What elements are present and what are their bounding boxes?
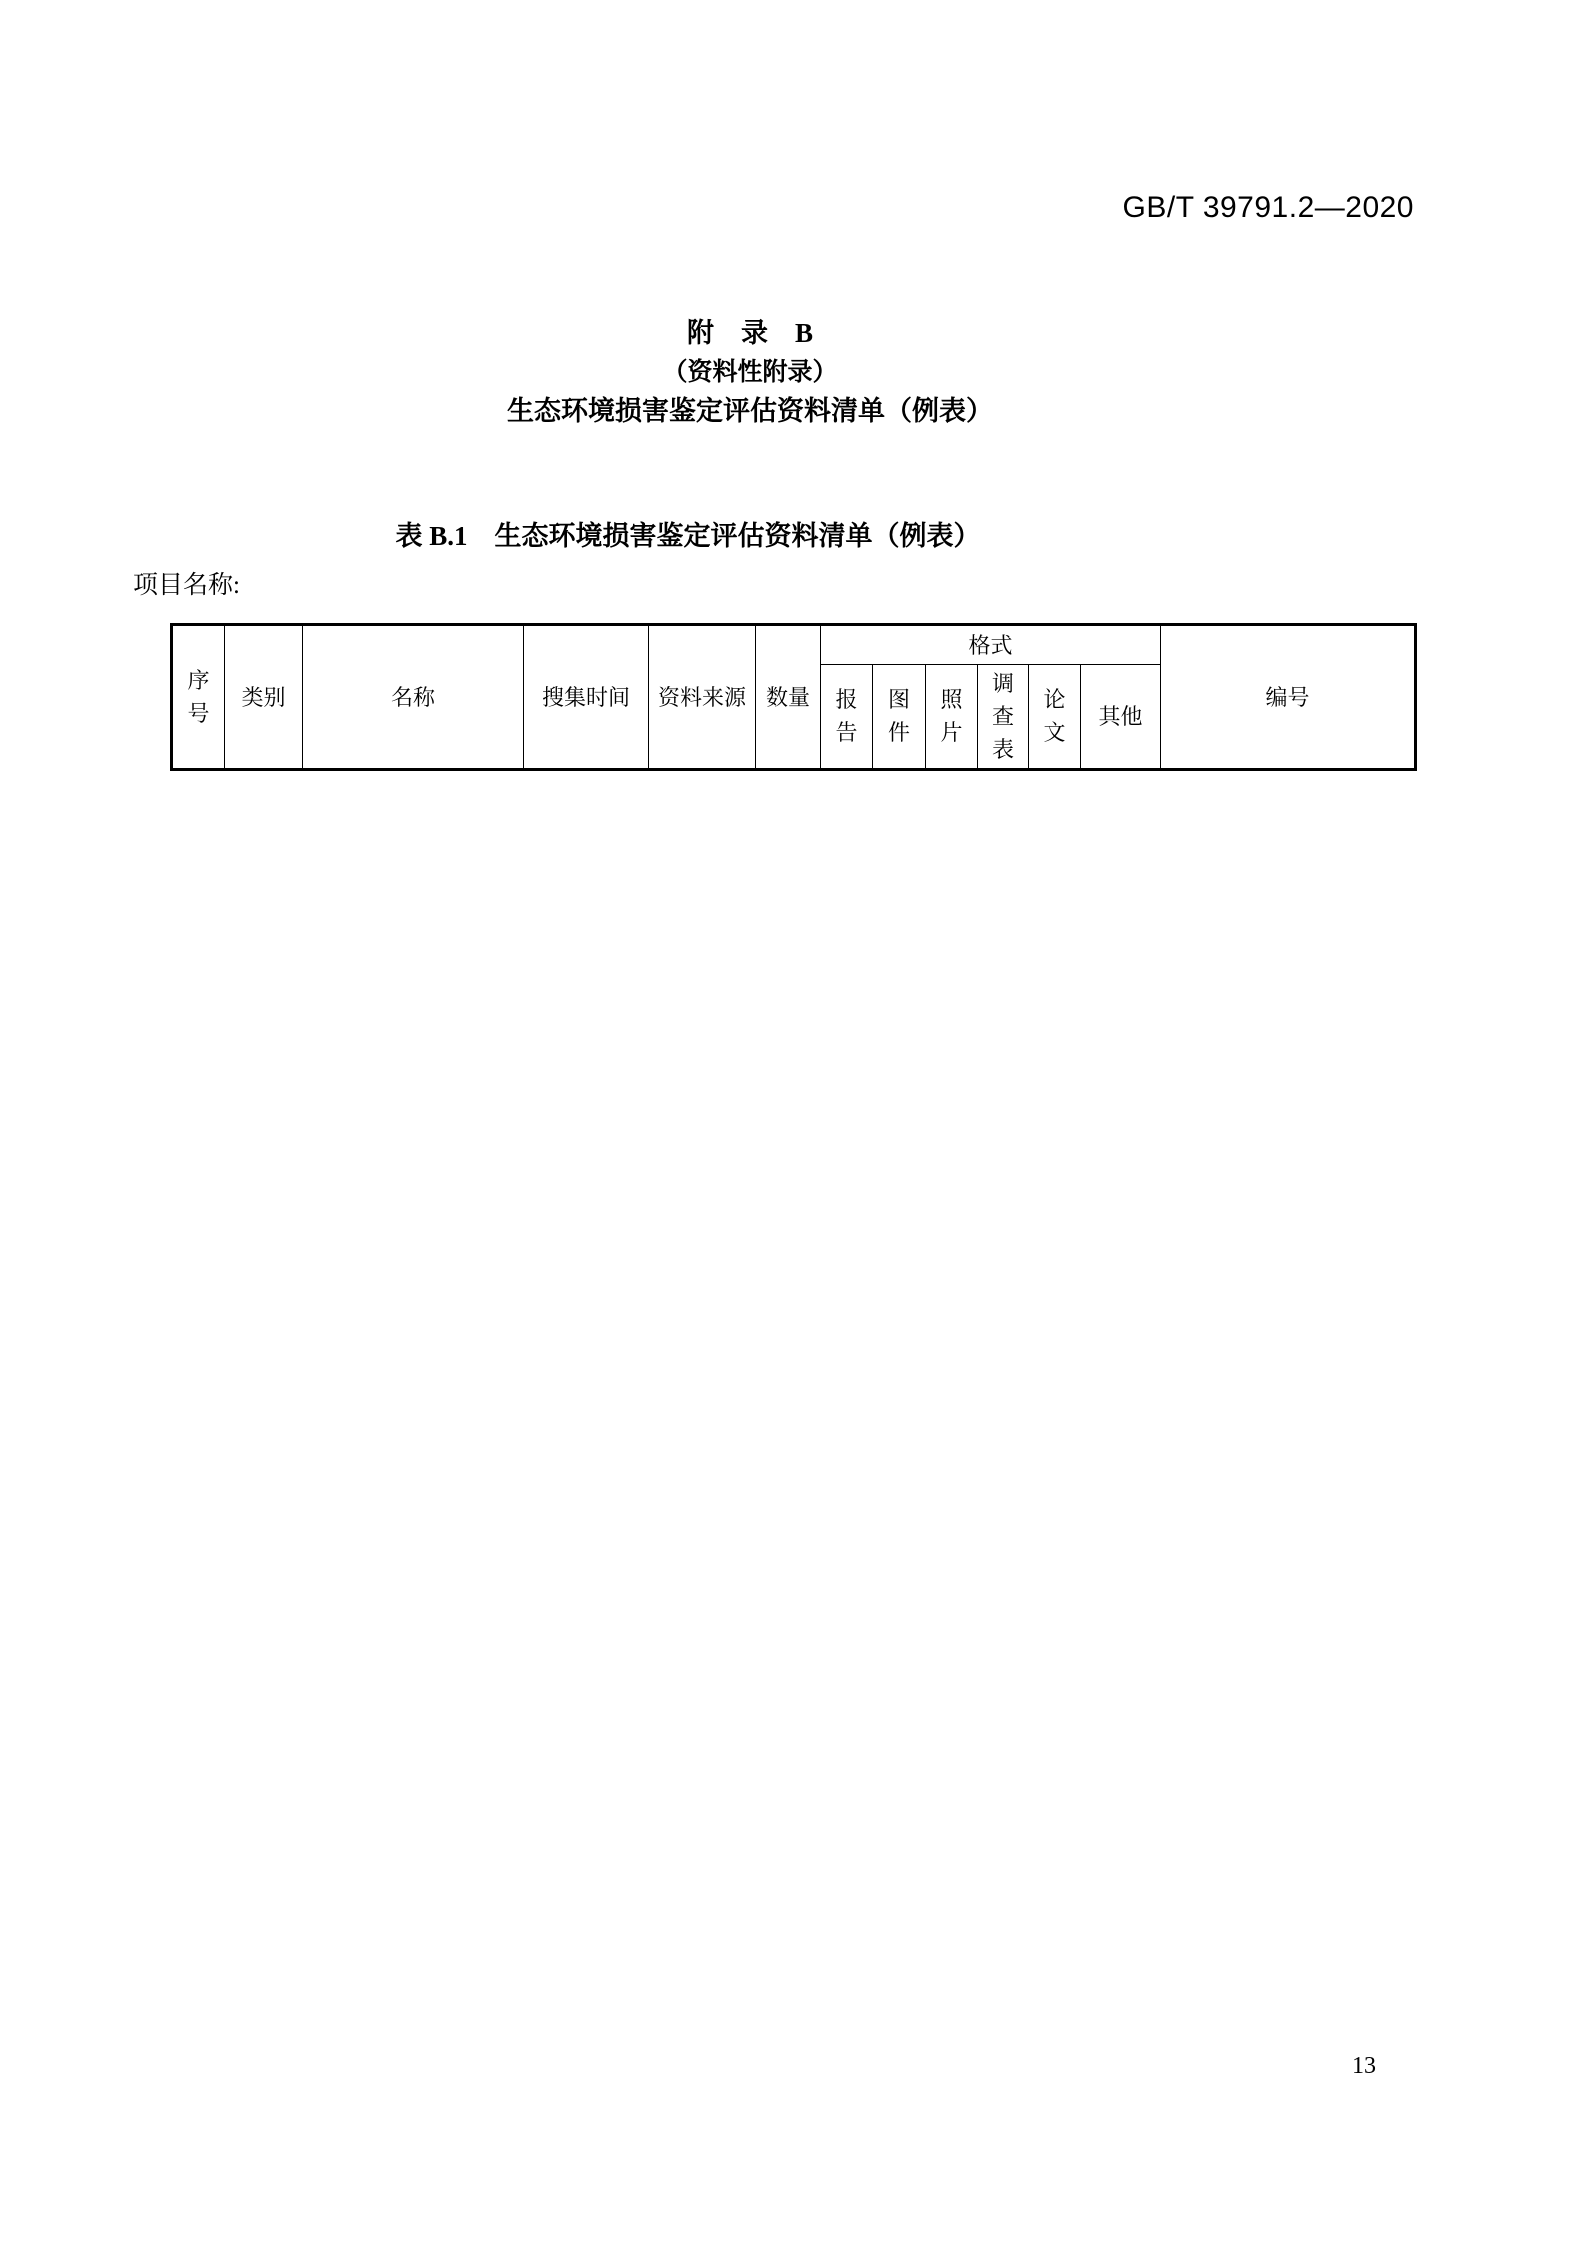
project-name-label: 项目名称: bbox=[133, 572, 240, 599]
col-format-group: 格式 bbox=[821, 625, 1161, 665]
col-name: 名称 bbox=[303, 625, 524, 770]
col-collect-time: 搜集时间 bbox=[524, 625, 649, 770]
col-seq-label: 序号 bbox=[187, 667, 210, 726]
col-code: 编号 bbox=[1161, 625, 1416, 770]
col-format-report-label: 报告 bbox=[835, 687, 858, 745]
col-quantity: 数量 bbox=[756, 625, 821, 770]
header-row-top bbox=[172, 625, 1416, 665]
col-format-paper bbox=[1029, 665, 1081, 770]
col-format-photo bbox=[926, 665, 978, 770]
table-header bbox=[172, 625, 1416, 770]
col-seq bbox=[172, 625, 225, 770]
col-format-drawing bbox=[873, 665, 926, 770]
col-format-photo-label: 照片 bbox=[940, 687, 963, 745]
col-format-survey bbox=[978, 665, 1029, 770]
data-table bbox=[170, 623, 1417, 771]
standard-number: GB/T 39791.2—2020 bbox=[1122, 191, 1414, 224]
table-container bbox=[170, 623, 1417, 771]
page-number: 13 bbox=[1352, 2053, 1376, 2079]
col-format-drawing-label: 图件 bbox=[887, 687, 910, 745]
appendix-title: 附 录 B bbox=[686, 318, 813, 348]
appendix-heading: 生态环境损害鉴定评估资料清单（例表） bbox=[507, 396, 993, 426]
col-source: 资料来源 bbox=[649, 625, 756, 770]
col-format-survey-label: 调查表 bbox=[991, 670, 1014, 762]
col-format-paper-label: 论文 bbox=[1043, 687, 1066, 745]
col-category: 类别 bbox=[225, 625, 303, 770]
table-caption: 表 B.1 生态环境损害鉴定评估资料清单（例表） bbox=[395, 521, 981, 551]
col-format-other: 其他 bbox=[1081, 665, 1161, 770]
col-format-report bbox=[821, 665, 873, 770]
appendix-subtitle: （资料性附录） bbox=[662, 359, 838, 386]
